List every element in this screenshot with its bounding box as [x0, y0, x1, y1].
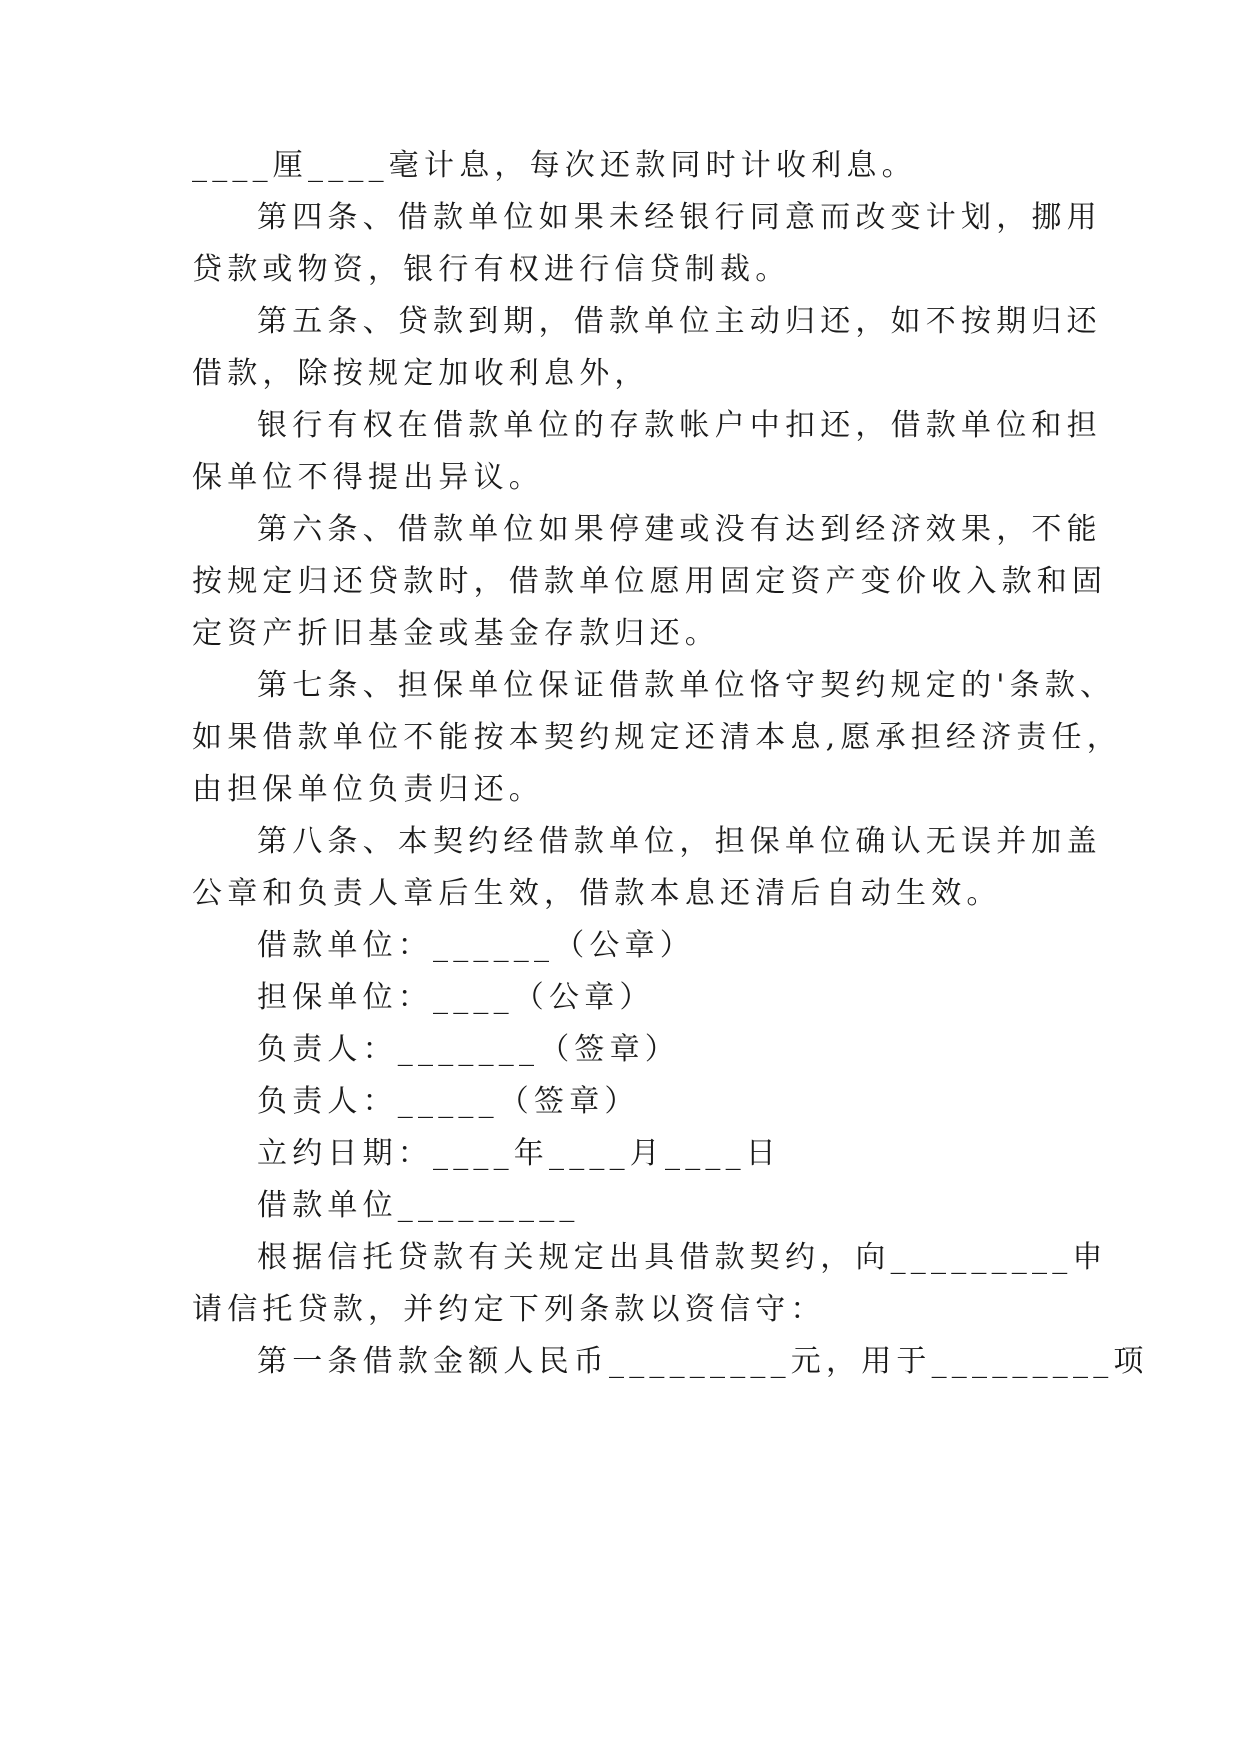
- text-line-article-4: 第四条、借款单位如果未经银行同意而改变计划，挪用: [257, 200, 1102, 235]
- text-line-article-7-cont-2: 由担保单位负责归还。: [192, 772, 544, 807]
- text-line-interest: ____厘____毫计息，每次还款同时计收利息。: [192, 148, 917, 183]
- text-line-article-5-cont: 借款，除按规定加收利息外，: [192, 356, 650, 391]
- text-line-article-4-cont: 贷款或物资，银行有权进行信贷制裁。: [192, 252, 791, 287]
- text-line-bank-deduction-cont: 保单位不得提出异议。: [192, 460, 544, 495]
- text-line-bank-deduction: 银行有权在借款单位的存款帐户中扣还，借款单位和担: [257, 408, 1102, 443]
- text-line-article-5: 第五条、贷款到期，借款单位主动归还，如不按期归还: [257, 304, 1102, 339]
- signature-line-borrower: 借款单位：______（公章）: [257, 928, 695, 963]
- text-line-trust-loan: 根据信托贷款有关规定出具借款契约，向_________申: [257, 1240, 1108, 1275]
- text-line-article-7: 第七条、担保单位保证借款单位恪守契约规定的'条款、: [257, 668, 1116, 703]
- text-line-article-1-amount: 第一条借款金额人民币_________元，用于_________项: [257, 1344, 1149, 1379]
- text-line-borrower-unit: 借款单位_________: [257, 1188, 580, 1223]
- text-line-article-7-cont-1: 如果借款单位不能按本契约规定还清本息,愿承担经济责任，: [192, 720, 1122, 755]
- text-line-article-6: 第六条、借款单位如果停建或没有达到经济效果，不能: [257, 512, 1102, 547]
- text-line-trust-loan-cont: 请信托贷款，并约定下列条款以资信守：: [192, 1292, 826, 1327]
- signature-line-date: 立约日期：____年____月____日: [257, 1136, 781, 1171]
- signature-line-responsible-2: 负责人：_____（签章）: [257, 1084, 640, 1119]
- text-line-article-8-cont: 公章和负责人章后生效，借款本息还清后自动生效。: [192, 876, 1002, 911]
- signature-line-responsible-1: 负责人：_______（签章）: [257, 1032, 680, 1067]
- signature-line-guarantor: 担保单位：____（公章）: [257, 980, 655, 1015]
- text-line-article-6-cont-2: 定资产折旧基金或基金存款归还。: [192, 616, 720, 651]
- text-line-article-6-cont-1: 按规定归还贷款时，借款单位愿用固定资产变价收入款和固: [192, 564, 1108, 599]
- text-line-article-8: 第八条、本契约经借款单位，担保单位确认无误并加盖: [257, 824, 1102, 859]
